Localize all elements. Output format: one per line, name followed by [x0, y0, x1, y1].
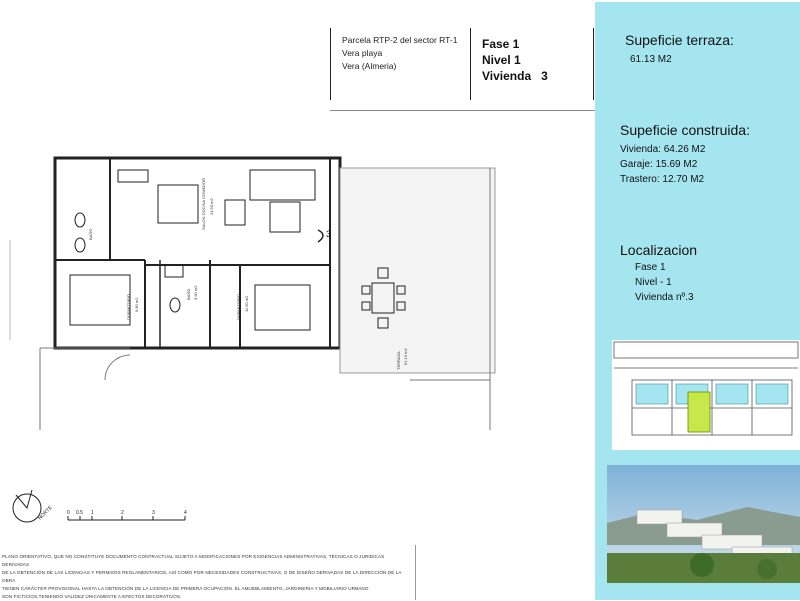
vivienda-number: 3: [541, 69, 548, 83]
scale-tick: 2: [121, 510, 124, 516]
floor-plan: [0, 140, 520, 430]
header-block: [330, 28, 595, 103]
bano2-label: BAÑO: [88, 228, 93, 240]
construida-line: Trastero: 12.70 M2: [620, 174, 705, 185]
highlighted-unit: [688, 392, 710, 432]
north-arrow: [2, 470, 62, 530]
localizacion-line: Vivienda nº.3: [635, 292, 694, 303]
construida-values: [620, 142, 705, 187]
scale-tick: 3: [152, 510, 155, 516]
construida-title: Supeficie construida:: [620, 122, 750, 138]
bano1-area: 3.90 m2: [193, 285, 198, 300]
terraza-area: 61.13 m2: [403, 348, 408, 365]
parcela-line: Parcela RTP-2 del sector RT-1: [342, 35, 458, 45]
parcela-info: [342, 34, 457, 73]
north-label: NORTE: [37, 504, 54, 522]
vivienda-label: [482, 68, 548, 84]
scale-tick: 1: [91, 510, 94, 516]
terraza-label: TERRAZA: [396, 351, 401, 370]
terrace-hatch: [340, 168, 495, 373]
localizacion-line: Fase 1: [635, 262, 666, 273]
fase-info: [482, 36, 548, 84]
header-rule: [330, 110, 595, 111]
construida-line: Garaje: 15.69 M2: [620, 159, 698, 170]
disclaimer-line: DE LA OBTENCIÓN DE LAS LICENCIAS Y PERMISOS REGLAMENTARIOS, ASÍ COMO POR NECESIDADES CONSTRUCTIVAS, O DE DISEÑO DERIVADAS DE LA DIRECCIÓN DE LA OBRA: [2, 570, 402, 583]
header-divider: [470, 28, 471, 100]
disclaimer-line: PLANO ORIENTATIVO, QUE NO CONSTITUYE DOCUMENTO CONTRACTUAL SUJETO A MODIFICACIONES POR EXIGENCIAS ADMINISTRATIVAS, TECNICAS O JURIDICAS DERIVADAS: [2, 554, 385, 567]
disclaimer: [2, 553, 412, 601]
localizacion-values: [635, 260, 694, 305]
localizacion-line: Nivel - 1: [635, 277, 672, 288]
header-divider: [330, 28, 331, 100]
disclaimer-line: SON FICTICIOS,TENIENDO VALIDEZ ÚNICAMENTE A EFECTOS DECORATIVOS.: [2, 594, 182, 599]
scale-tick: 4: [184, 510, 187, 516]
dorm1-label: DORMITORIO: [126, 294, 131, 320]
bano1-label: BAÑO: [186, 288, 191, 300]
salon-area: 24.50 m2: [209, 198, 214, 215]
disclaimer-line: TIENEN CARÁCTER PROVISIONAL HASTA LA OBTENCIÓN DE LA LICENCIA DE PRIMERA OCUPACIÓN. EL AMUEBLAMIENTO, JARDINERIA Y MOBILIARIO URBANO: [2, 586, 369, 591]
salon-label: SALON COCINA COMEDOR: [201, 177, 206, 230]
render-image: [607, 465, 800, 583]
localizacion-title: Localizacion: [620, 242, 698, 258]
site-plan-drawing: [612, 340, 800, 450]
vivienda-text: Vivienda: [482, 69, 532, 83]
dorm1-area: 9.80 m2: [134, 297, 139, 312]
construida-line: Vivienda: 64.26 M2: [620, 144, 706, 155]
scale-tick: 0.5: [76, 510, 83, 516]
parcela-line: Vera playa: [342, 48, 383, 58]
stair-number: 3: [326, 229, 332, 239]
scale-tick: 0: [67, 510, 70, 516]
fase-label: Fase 1: [482, 37, 520, 51]
terraza-value: 61.13 M2: [630, 54, 672, 65]
header-divider: [593, 28, 594, 100]
scale-bar: [60, 500, 200, 530]
building-render: [607, 465, 800, 583]
nivel-label: Nivel 1: [482, 53, 521, 67]
terraza-title: Supeficie terraza:: [625, 32, 734, 48]
site-plan-thumbnail: [612, 340, 800, 450]
dorm2-label: DORMITORIO: [236, 294, 241, 320]
parcela-line: Vera (Almeria): [342, 61, 397, 71]
dorm2-area: 11.90 m2: [244, 295, 249, 312]
footer-divider: [415, 545, 416, 600]
